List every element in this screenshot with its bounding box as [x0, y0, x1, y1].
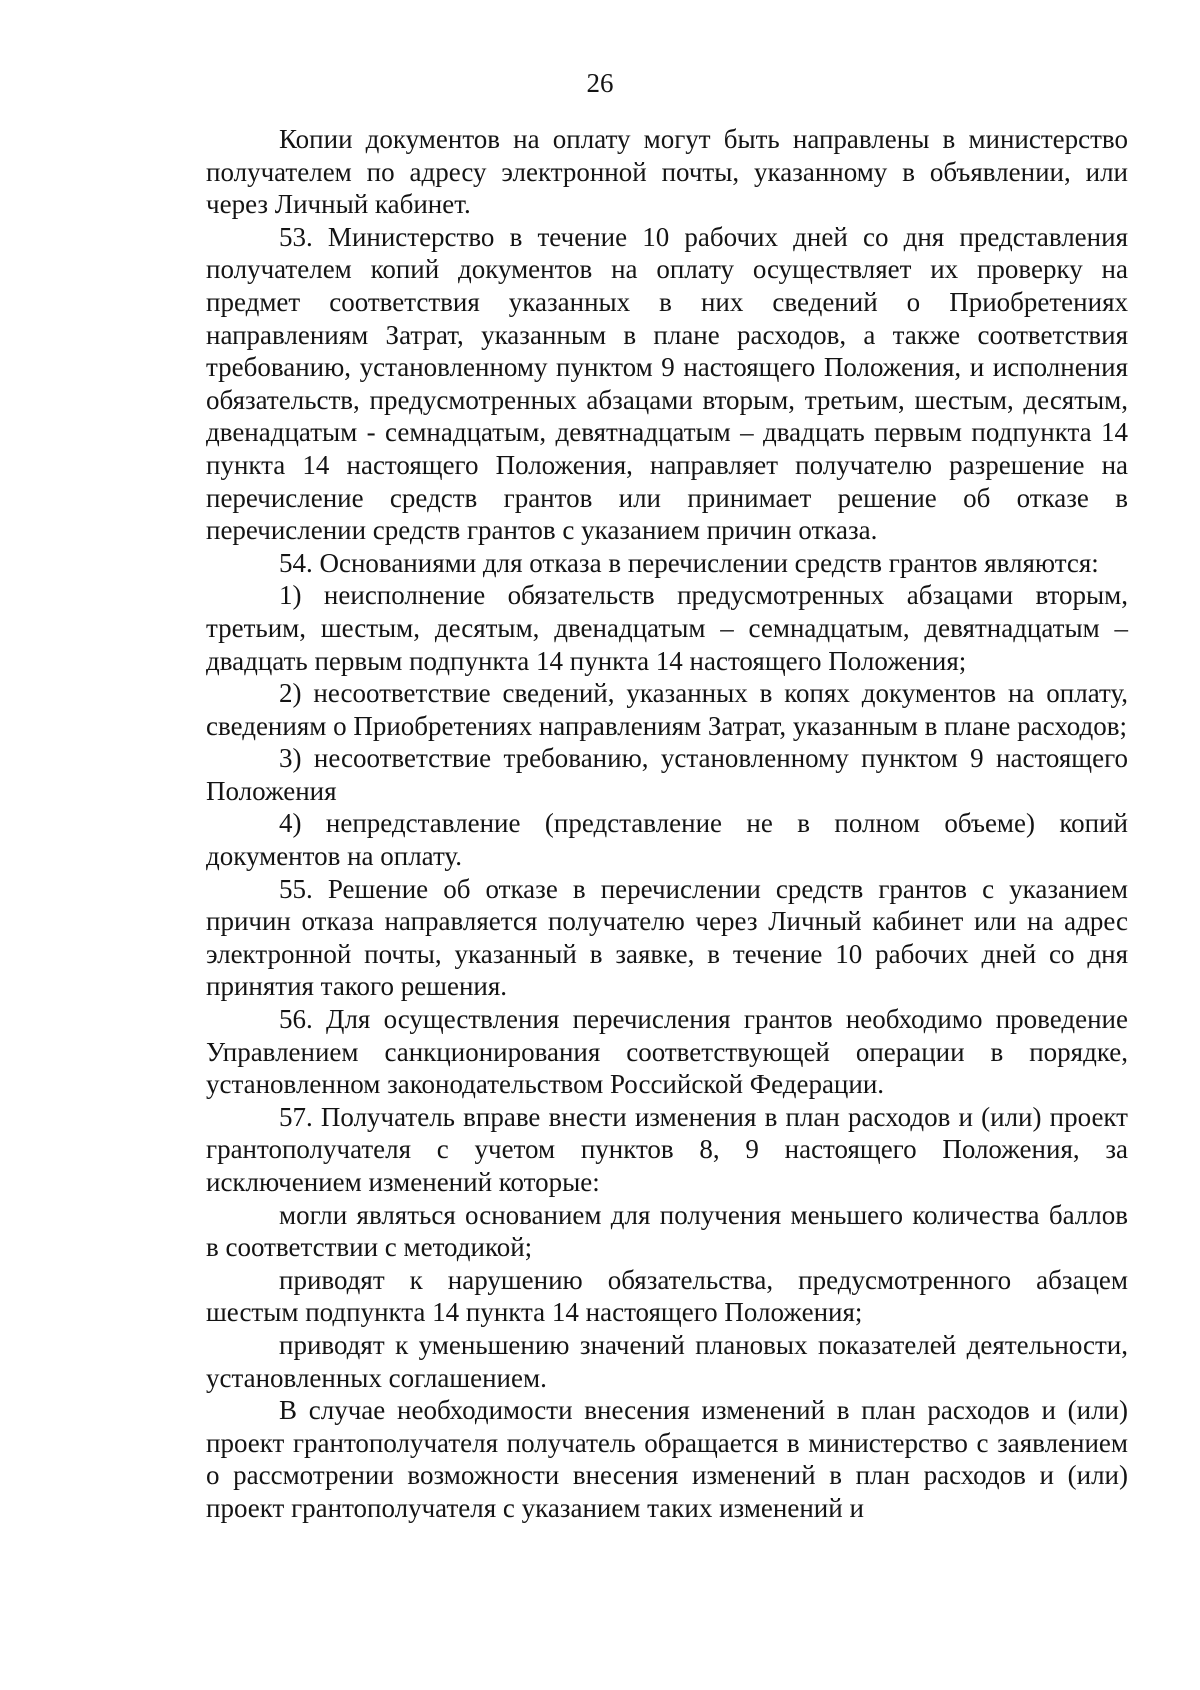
- paragraph-57-exception-2: приводят к нарушению обязательства, предусмотренного абзацем шестым подпункта 14 пункта 14 настоящего Положения;: [206, 1264, 1128, 1328]
- paragraph-changes-request: В случае необходимости внесения изменений в план расходов и (или) проект грантополучателя получатель обращается в министерство с заявлением о рассмотрении возможности внесения изменений в план расходов и (или) проект грантополучателя с указанием таких изменений и: [206, 1395, 1128, 1523]
- paragraph-57-exception-3: приводят к уменьшению значений плановых показателей деятельности, установленных соглашением.: [206, 1329, 1128, 1393]
- paragraph-copies-of-documents: Копии документов на оплату могут быть направлены в министерство получателем по адресу электронной почты, указанному в объявлении, или через Личный кабинет.: [206, 124, 1128, 220]
- paragraph-54: 54. Основаниями для отказа в перечислении средств грантов являются:: [279, 547, 1099, 578]
- paragraph-54-item-4: 4) непредставление (представление не в полном объеме) копий документов на оплату.: [206, 808, 1128, 872]
- page-number: 26: [586, 68, 614, 98]
- paragraph-54-item-3: 3) несоответствие требованию, установленному пунктом 9 настоящего Положения: [206, 743, 1128, 806]
- paragraph-54-item-1: 1) неисполнение обязательств предусмотренных абзацами вторым, третьим, шестым, десятым, двенадцатым – семнадцатым, девятнадцатым – двадцать первым подпункта 14 пункта 14 настоящего Положения;: [206, 580, 1128, 676]
- paragraph-57: 57. Получатель вправе внести изменения в план расходов и (или) проект грантополучателя с учетом пунктов 8, 9 настоящего Положения, за исключением изменений которые:: [206, 1101, 1128, 1197]
- document-body: [206, 123, 1128, 1525]
- paragraph-54-item-2: 2) несоответствие сведений, указанных в копях документов на оплату, сведениям о Приобретениях направлениям Затрат, указанным в плане расходов;: [206, 678, 1128, 741]
- paragraph-55: 55. Решение об отказе в перечислении средств грантов с указанием причин отказа направляется получателю через Личный кабинет или на адрес электронной почты, указанный в заявке, в течение 10 рабочих дней со дня принятия такого решения.: [206, 873, 1128, 1002]
- paragraph-57-exception-1: могли являться основанием для получения меньшего количества баллов в соответствии с методикой;: [206, 1199, 1128, 1263]
- paragraph-53: 53. Министерство в течение 10 рабочих дней со дня представления получателем копий документов на оплату осуществляет их проверку на предмет соответствия указанных в них сведений о Приобретениях направлениям Затрат, указанным в плане расходов, а также соответствия требованию, установленному пунктом 9 настоящего Положения, и исполнения обязательств, предусмотренных абзацами вторым, третьим, шестым, десятым, двенадцатым - семнадцатым, девятнадцатым – двадцать первым подпункта 14 пункта 14 настоящего Положения, направляет получателю разрешение на перечисление средств грантов или принимает решение об отказе в перечислении средств грантов с указанием причин отказа.: [206, 221, 1128, 546]
- paragraph-56: 56. Для осуществления перечисления грантов необходимо проведение Управлением санкционирования соответствующей операции в порядке, установленном законодательством Российской Федерации.: [206, 1004, 1128, 1100]
